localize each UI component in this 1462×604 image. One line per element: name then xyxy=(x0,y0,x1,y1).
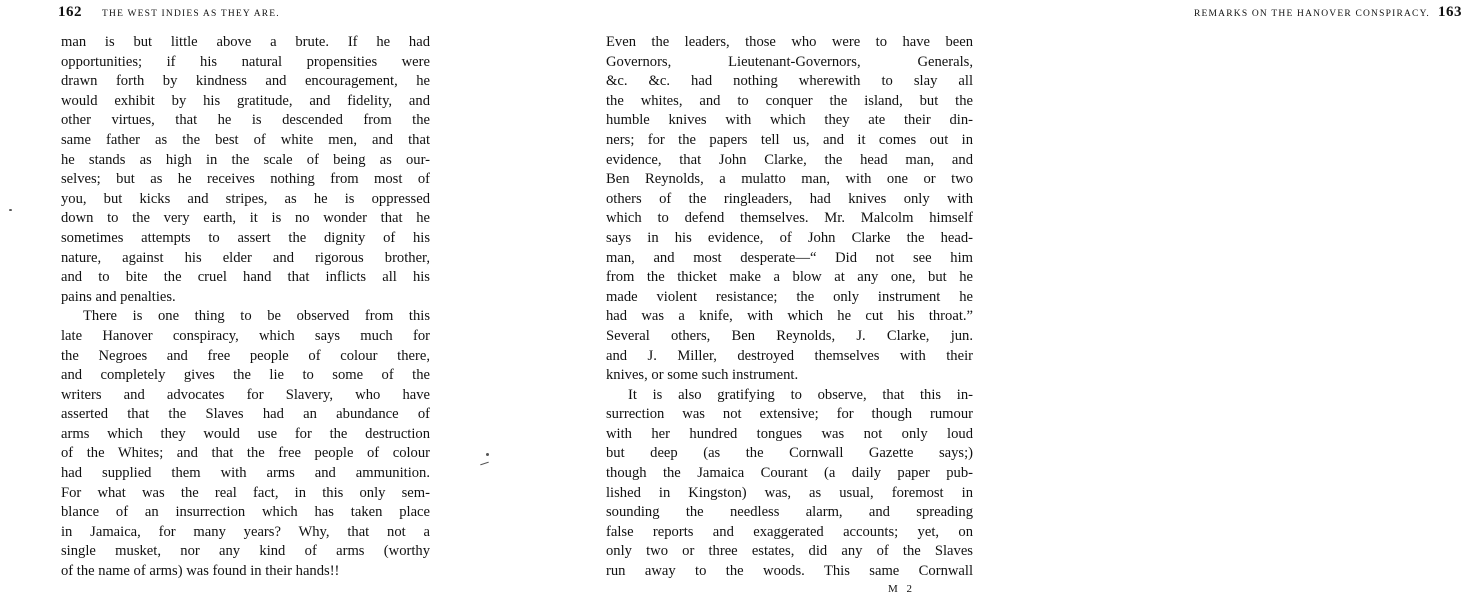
right-body-text xyxy=(606,33,973,582)
scan-speck xyxy=(9,209,12,211)
text-line: you, but kicks and stripes, as he is oppressed xyxy=(61,190,430,207)
text-line: but deep (as the Cornwall Gazette says;) xyxy=(606,445,973,462)
right-page xyxy=(490,0,1462,604)
text-line: run away to the woods. This same Cornwall xyxy=(606,563,973,580)
text-line: lished in Kingston) was, as usual, foremost in xyxy=(606,484,973,501)
text-line: ners; for the papers tell us, and it comes out in xyxy=(606,131,973,148)
text-line: single musket, nor any kind of arms (worthy xyxy=(61,543,430,560)
text-line: Governors, Lieutenant-Governors, Generals, xyxy=(606,53,973,70)
right-page-number: 163 xyxy=(1438,4,1462,20)
text-line: evidence, that John Clarke, the head man, and xyxy=(606,151,973,168)
text-line: Ben Reynolds, a mulatto man, with one or two xyxy=(606,171,973,188)
left-page-number: 162 xyxy=(58,4,82,20)
text-line: writers and advocates for Slavery, who have xyxy=(61,386,430,403)
right-running-title: REMARKS ON THE HANOVER CONSPIRACY. xyxy=(1193,9,1430,19)
text-line: false reports and exaggerated accounts; yet, on xyxy=(606,523,973,540)
text-line: blance of an insurrection which has taken place xyxy=(61,504,430,521)
text-line: the Negroes and free people of colour there, xyxy=(61,347,430,364)
text-line: which to defend themselves. Mr. Malcolm himself xyxy=(606,210,973,227)
text-line: only two or three estates, did any of the Slaves xyxy=(606,543,973,560)
text-line: from the thicket make a blow at any one, but he xyxy=(606,269,973,286)
text-line: with her hundred tongues was not only loud xyxy=(606,425,973,442)
text-line: and completely gives the lie to some of the xyxy=(61,367,430,384)
text-line: though the Jamaica Courant (a daily paper pub- xyxy=(606,465,973,482)
text-line: he stands as high in the scale of being as our- xyxy=(61,151,430,168)
text-line: of the Whites; and that the free people of colour xyxy=(61,445,430,462)
text-line: the whites, and to conquer the island, but the xyxy=(606,92,973,109)
text-line: sounding the needless alarm, and spreading xyxy=(606,504,973,521)
text-line: There is one thing to be observed from this xyxy=(83,308,430,325)
text-line: nature, against his elder and rigorous brother, xyxy=(61,249,430,266)
text-line: made violent resistance; the only instrument he xyxy=(606,288,973,305)
text-line: It is also gratifying to observe, that this in- xyxy=(628,386,973,403)
text-line: arms which they would use for the destruction xyxy=(61,425,430,442)
text-line: Even the leaders, those who were to have been xyxy=(606,34,973,50)
text-line: had was a knife, with which he cut his throat.” xyxy=(606,308,973,325)
scan-speck xyxy=(486,453,489,456)
text-line: says in his evidence, of John Clarke the head- xyxy=(606,229,973,246)
text-line: sometimes attempts to assert the dignity of his xyxy=(61,229,430,246)
text-line: asserted that the Slaves had an abundance of xyxy=(61,406,430,423)
text-line: and to bite the cruel hand that inflicts all his xyxy=(61,269,430,286)
text-line: and J. Miller, destroyed themselves with their xyxy=(606,347,973,364)
signature-mark: M 2 xyxy=(888,583,916,595)
text-line: pains and penalties. xyxy=(61,288,176,305)
text-line: man, and most desperate—“ Did not see him xyxy=(606,249,973,266)
left-page xyxy=(0,0,490,604)
left-running-head xyxy=(58,4,443,24)
right-running-head xyxy=(642,4,1462,24)
left-body-text xyxy=(61,33,430,582)
text-line: selves; but as he receives nothing from most of xyxy=(61,171,430,188)
text-line: Several others, Ben Reynolds, J. Clarke, jun. xyxy=(606,327,973,344)
left-running-title: THE WEST INDIES AS THEY ARE. xyxy=(102,9,280,19)
text-line: knives, or some such instrument. xyxy=(606,367,799,384)
text-line: drawn forth by kindness and encouragement, he xyxy=(61,73,430,90)
text-line: other virtues, that he is descended from the xyxy=(61,112,430,129)
text-line: late Hanover conspiracy, which says much for xyxy=(61,327,430,344)
text-line: man is but little above a brute. If he had xyxy=(61,34,430,50)
text-line: would exhibit by his gratitude, and fidelity, and xyxy=(61,92,430,109)
text-line: For what was the real fact, in this only sem- xyxy=(61,484,430,501)
text-line: humble knives with which they ate their din- xyxy=(606,112,973,129)
text-line: down to the very earth, it is no wonder that he xyxy=(61,210,430,227)
text-line: same father as the best of white men, and that xyxy=(61,131,430,148)
text-line: had supplied them with arms and ammunition. xyxy=(61,465,430,482)
text-line: others of the ringleaders, had knives only with xyxy=(606,190,973,207)
text-line: surrection was not extensive; for though rumour xyxy=(606,406,973,423)
text-line: of the name of arms) was found in their hands!! xyxy=(61,563,340,580)
text-line: opportunities; if his natural propensities were xyxy=(61,53,430,70)
text-line: in Jamaica, for many years? Why, that not a xyxy=(61,523,430,540)
text-line: &c. &c. had nothing wherewith to slay all xyxy=(606,73,973,90)
